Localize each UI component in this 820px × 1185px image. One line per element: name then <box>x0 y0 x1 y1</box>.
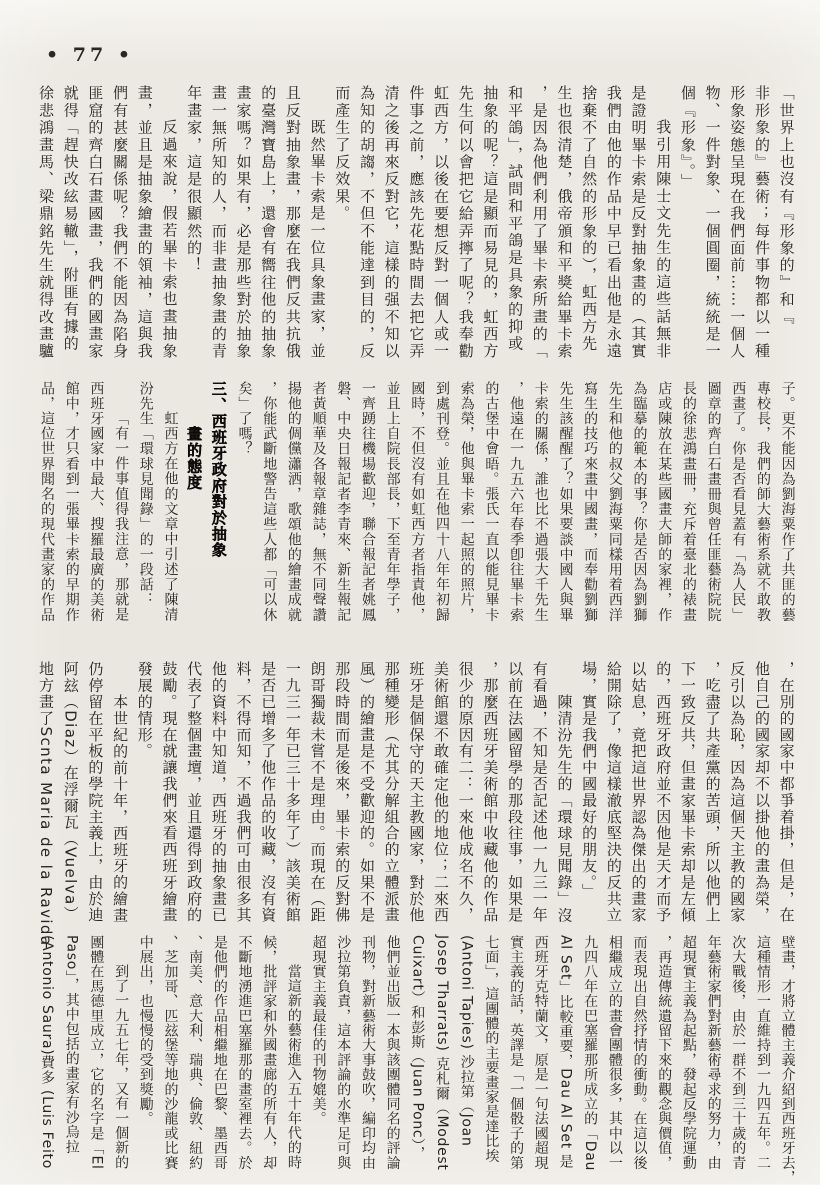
text-column: 西畫了。你是否看見蓋有「為人民」 <box>730 381 747 623</box>
text-column: 圖章的齊白石畫冊與曾任匪藝術院院 <box>705 381 722 623</box>
text-column: 這種情形一直維持到一九四五年。二 <box>754 935 771 1171</box>
text-column: (Antonio Saura)費多 (Luis Feito <box>39 935 55 1169</box>
text-column: 班牙是個保守的天主教國家，對於他 <box>407 661 426 924</box>
text-column: 那種變形（尤其分解組合的立體派畫 <box>382 661 401 924</box>
text-column: 寫生的技巧來畫中國畫，而奉勸劉獅 <box>582 381 599 623</box>
text-column: 年畫家，這是很顯然的！ <box>185 85 204 275</box>
text-column: 先生何以會把它給弄擰了呢？我奉勸 <box>456 85 475 361</box>
text-column: 是他們的作品相繼地在巴黎、墨西哥 <box>211 935 228 1171</box>
text-column: 超現實主義為起點，發起反學院運動 <box>680 935 697 1171</box>
text-column: 且反對抽象畫，那麼在我們反共抗俄 <box>283 85 302 361</box>
text-column: 壁畫，才將立體主義介紹到西班牙去， <box>779 935 796 1185</box>
text-column: 虹西方在他的文章中引述了陳清 <box>162 411 179 623</box>
text-column: ，再造傳統遺留下來的觀念與價值， <box>656 935 673 1171</box>
text-column: 相繼成立的畫會團體很多，其中以一 <box>606 935 623 1171</box>
text-column: 風）的繪畫是不受歡迎的。如果不是 <box>357 661 376 924</box>
text-column: 西班牙克特蘭文，原是一句法國超現 <box>532 935 549 1171</box>
text-column: 為臨摹的範本的事？你是否因為劉獅 <box>631 381 648 623</box>
text-column: 本世紀的前十年，西班牙的繪畫 <box>111 693 130 924</box>
text-column: 阿玆（Diaz）在浮爾瓦（Vuelva） <box>61 661 80 922</box>
section-heading-column: 三、西班牙政府對於抽象 <box>209 381 228 559</box>
text-column: 、芝加哥、匹玆堡等地的沙龍或比賽 <box>162 935 179 1171</box>
text-column: 品，這位世界聞名的現代畫家的作品 <box>39 381 55 623</box>
text-column: 索為榮，他與畢卡索一起照的照片， <box>458 381 475 623</box>
text-column: 是否已增多了他作品的收藏，沒有資 <box>259 661 278 924</box>
text-band-3 <box>37 661 798 947</box>
text-column: 七面」，這團體的主要畫家是達比埃 <box>483 935 500 1164</box>
text-column: 陳清汾先生的「環球見聞錄」沒 <box>555 693 574 924</box>
text-column: 形象姿態呈現在我們面前……一個人 <box>728 85 747 361</box>
text-column: 為知的胡謅，不但不能達到目的，反 <box>357 85 376 361</box>
text-column: 先生該醒醒了？如果要談中國人與畢 <box>557 381 574 623</box>
text-column: ，是因為他們利用了畢卡索所畫的「 <box>530 85 549 361</box>
text-band-2 <box>40 381 798 622</box>
text-column: 候，批評家和外國畫廊的所有人，却 <box>261 935 278 1171</box>
text-column: Paso」，其中包括的畫家有沙烏拉 <box>63 935 80 1155</box>
text-column: 揚他的倜儻瀟洒，歌頌他的繪畫成就 <box>285 381 302 623</box>
text-column: 以前在法國留學的那段往事，如果是 <box>506 661 525 924</box>
text-column: 有看過，不知是否記述他一九三一年 <box>530 661 549 924</box>
text-column: ，他遠在一九五六年春季卽往畢卡索 <box>508 381 525 623</box>
text-column: 徐悲鴻畫馬、梁鼎銘先生就得改畫驢 <box>37 85 55 361</box>
text-column: 店或陳放在某些國畫大師的家裡，作 <box>656 381 673 623</box>
text-column: 而產生了反效果。 <box>333 85 352 223</box>
text-column: 以姑息，竟把這世界認為傑出的畫家 <box>629 661 648 924</box>
text-column: 次大戰後，由於一群不到三十歲的青 <box>730 935 747 1171</box>
text-column: 和平鴿」，試問和平鴿是具象的抑或 <box>506 85 525 353</box>
text-column: Josep Tharrats) 克札爾（Modest <box>434 935 450 1171</box>
text-column: 矣」了嗎？ <box>236 381 253 457</box>
text-column: 團體在馬德里成立，它的名字是「El <box>88 935 105 1170</box>
text-column: 個『形象』。」 <box>678 85 697 191</box>
text-column: 捨棄不了自然的形象的），虹西方先 <box>580 85 599 353</box>
text-column: 很少的原因有二：一來他成名不久， <box>456 661 475 924</box>
text-column: 清之後再來反對它，這樣的强不知以 <box>382 85 401 361</box>
section-heading-column: 畫的態度 <box>185 426 204 491</box>
text-column: 朗哥獨裁未嘗不是理由。而現在（距 <box>308 661 327 924</box>
text-column: (Antoni Tapies) 沙拉第（Joan <box>458 935 475 1147</box>
text-column: ，在別的國家中都爭着掛，但是，在 <box>777 661 796 924</box>
text-column: ，那麼西班牙美術館中收藏他的作品 <box>481 661 500 924</box>
text-column: 子。更不能因為劉海粟作了共匪的藝 <box>779 381 796 623</box>
text-column: 畫一無所知的人，而非畫抽象畫的青 <box>209 85 228 361</box>
text-column: 反過來說，假若畢卡索也畫抽象 <box>160 119 179 361</box>
text-column: 長的徐悲鴻畫冊，充斥着臺北的裱畫 <box>680 381 697 623</box>
text-column: 場，實是我們中國最好的朋友。」 <box>580 661 599 900</box>
page-number: • 77 • <box>46 44 134 66</box>
text-column: 者黃順華及各報章雜誌，無不同聲讚 <box>310 381 327 623</box>
text-column: 卡索的關係，誰也比不過張大千先生 <box>532 381 549 623</box>
text-column: 不斷地湧進巴塞羅那的畫室裡去。於 <box>236 935 253 1171</box>
text-column: Al Set」比較重要，Dau Al Set 是 <box>557 935 574 1169</box>
text-column: 實主義的話，英譯是「一個骰子的第 <box>508 935 525 1171</box>
text-column: 一九三一年已三十多年了）該美術館 <box>283 661 302 924</box>
text-column: 料，不得而知，不過我們可由很多其 <box>234 661 253 924</box>
text-column: 的臺灣寶島上，還會有嚮往他的抽象 <box>259 85 278 361</box>
text-column: 美術館還不敢確定他的地位；二來西 <box>432 661 450 924</box>
text-column: 磐、中央日報記者李青來、新生報記 <box>335 381 352 623</box>
text-column: 非形象的』藝術；每件事物都以一種 <box>752 85 771 361</box>
text-column: 九四八年在巴塞羅那所成立的「Dau <box>582 935 599 1172</box>
text-column: 一齊踴往機場歡迎，聯合報記者姚鳳 <box>359 381 376 623</box>
text-column: ，吃盡了共產黨的苦頭，所以他們上 <box>703 661 722 924</box>
text-column: 抽象的呢？這是顯而易見的，虹西方 <box>481 85 500 361</box>
text-column: 館中，才只看到一張畢卡索的早期作 <box>63 381 80 623</box>
text-column: 地方畫了Scnta Maria de la Ravida <box>37 661 55 947</box>
text-column: 刊物，對新藝術大事鼓吹，編印均由 <box>359 935 376 1171</box>
text-column: 西班牙國家中最大、搜羅最廣的美術 <box>88 381 105 623</box>
text-band-4 <box>40 935 798 1184</box>
text-column: 他自己的國家却不以掛他的畫為榮， <box>752 661 771 924</box>
text-column: 下一致反共，但畫家畢卡索却是左傾 <box>678 661 697 924</box>
text-column: 中展出，也慢慢的受到獎勵。 <box>137 935 154 1127</box>
text-column: 到處刊登。並且在他四十八年年初歸 <box>434 381 450 623</box>
text-column: 畫家嗎？如果有，必是那些對於抽象 <box>234 85 253 361</box>
text-column: 沙拉第負責，這本評論的水準足可與 <box>335 935 352 1171</box>
text-column: 們有甚麼關係呢？我們不能因為陷身 <box>111 85 130 361</box>
text-column: 給開除了，像這樣澈底堅決的反共立 <box>604 661 623 924</box>
text-column: 是證明畢卡索是反對抽象畫的（其實 <box>629 85 648 361</box>
text-column: 、南美、意大利、瑞典、倫敦、紐約 <box>187 935 204 1171</box>
text-column: 「世界上也沒有『形象的』和『 <box>777 85 796 326</box>
text-column: 到了一九五七年，又有一個新的 <box>113 964 130 1171</box>
text-column: 而表現出自然抒情的衝動。在這以後 <box>631 935 648 1171</box>
text-column: 那段時間而是後來，畢卡索的反對佛 <box>333 661 352 924</box>
text-column: 「有一件事值得我注意，那就是 <box>113 411 130 623</box>
text-column: ，你能武斷地警告這些人都「可以休 <box>261 381 278 623</box>
text-column: 專校長，我們的師大藝術系就不敢教 <box>754 381 771 623</box>
text-column: 當這新的藝術進入五十年代的時 <box>285 964 302 1171</box>
text-column: 代表了整個畫壇，並且還得到政府的 <box>185 661 204 924</box>
text-column: 先生和他的叔父劉海粟同樣用着西洋 <box>606 381 623 623</box>
text-column: Cuixart）和彭斯（Juan Ponc）， <box>409 935 426 1161</box>
text-column: 我引用陳士文先生的這些話無非 <box>654 119 673 361</box>
text-column: 發展的情形。 <box>135 661 154 760</box>
text-column: 虹西方，以後在要想反對一個人或一 <box>432 85 450 361</box>
text-column: 生也很清楚，俄帝頒和平獎給畢卡索 <box>555 85 574 361</box>
text-column: 匪窟的齊白石畫國畫，我們的國畫家 <box>86 85 105 361</box>
text-column: 就得「趕快改絃易轍」，附匪有據的 <box>61 85 80 353</box>
text-column: 他們並出版一本與該團體同名的評論 <box>384 935 401 1171</box>
text-column: 的古堡中會晤。張氏一直以能見畢卡 <box>483 381 500 623</box>
text-column: 並且上自院長部長，下至青年學子， <box>384 381 401 623</box>
text-column: 既然畢卡索是一位具象畫家，並 <box>308 119 327 361</box>
text-column: 畫，並且是抽象繪畫的領袖，這與我 <box>135 85 154 361</box>
text-column: 仍停留在平板的學院主義上，由於迪 <box>86 661 105 924</box>
text-column: 的，西班牙政府並不因他是天才而予 <box>654 661 673 924</box>
text-column: 他的資料中知道，西班牙的抽象畫已 <box>209 661 228 924</box>
text-column: 反引以為恥，因為這個天主教的國家 <box>728 661 747 924</box>
text-column: 超現實主義最佳的刊物媲美。 <box>310 935 327 1127</box>
text-column: 鼓勵。現在就讓我們來看西班牙繪畫 <box>160 661 179 924</box>
text-column: 件事之前，應該先花點時間去把它弄 <box>407 85 426 361</box>
text-column: 我們由他的作品中早已看出他是永遠 <box>604 85 623 361</box>
text-column: 年藝術家們對新藝術尋求的努力，由 <box>705 935 722 1171</box>
text-band-1 <box>37 85 798 361</box>
text-column: 物、一件對象、一個圓圈，統統是一 <box>703 85 722 361</box>
text-column: 國時，不但沒有如虹西方者指責他， <box>409 381 426 623</box>
text-column: 汾先生「環球見聞錄」的一段話： <box>137 381 154 608</box>
